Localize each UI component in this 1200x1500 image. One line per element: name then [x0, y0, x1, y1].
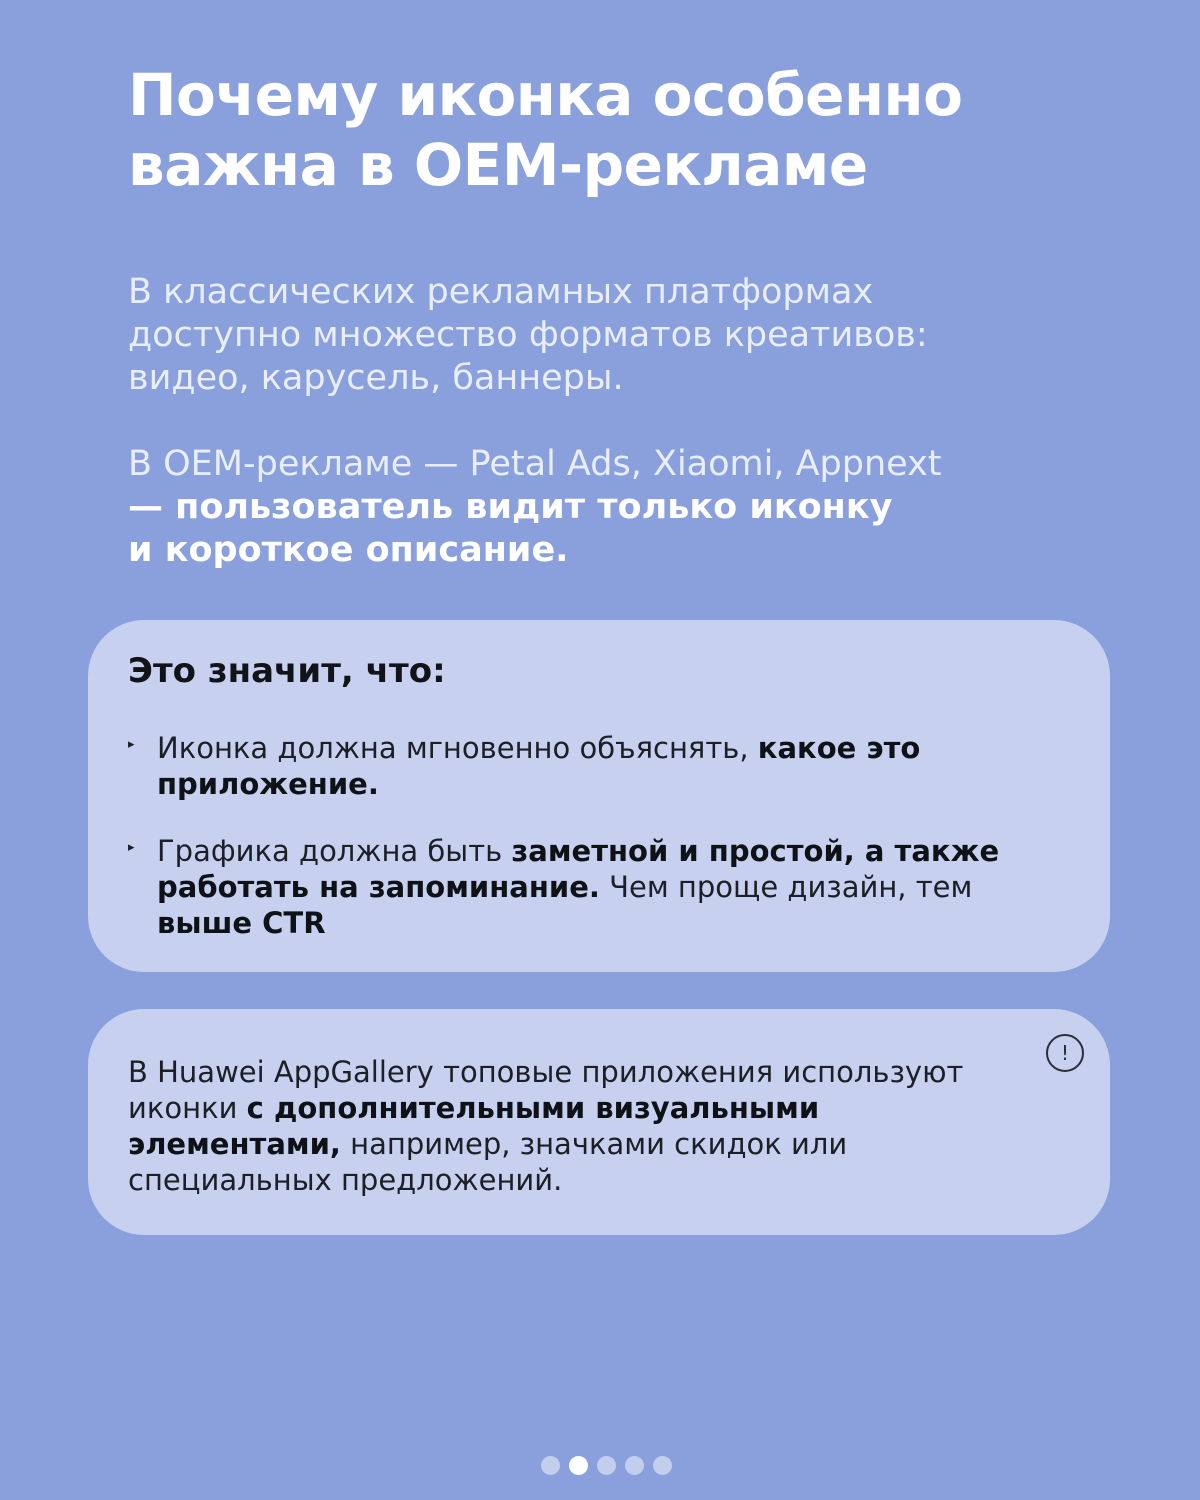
item-2-text-1: Графика должна быть	[157, 834, 512, 868]
pagination-dot[interactable]	[597, 1456, 616, 1475]
pagination-dot[interactable]	[625, 1456, 644, 1475]
bullet-triangle-icon: ▸	[128, 840, 135, 855]
item-1-bold: какое это приложение.	[157, 731, 921, 801]
item-2-bold-2: выше CTR	[157, 906, 326, 940]
meaning-list-item	[128, 730, 1070, 802]
meaning-list	[128, 730, 1070, 941]
bullet-triangle-icon: ▸	[128, 737, 135, 752]
note-bold: с дополнительными визуальными элементами,	[128, 1091, 820, 1161]
pagination-dot-active[interactable]	[569, 1456, 588, 1475]
meaning-list-item	[128, 833, 1070, 941]
intro-2-line-2: — пользователь видит только иконку	[128, 487, 893, 527]
note-text-1: В Huawei AppGallery топовые приложения используют иконки	[128, 1055, 964, 1125]
huawei-note-text	[128, 1054, 1020, 1198]
title-line-1: Почему иконка особенно	[128, 61, 963, 129]
pagination-dot[interactable]	[541, 1456, 560, 1475]
intro-2-line-1: В OEM-рекламе — Petal Ads, Xiaomi, Appnext	[128, 444, 942, 484]
item-1-text: Иконка должна мгновенно объяснять,	[157, 731, 758, 765]
item-2-text-2: Чем проще дизайн, тем	[599, 870, 973, 904]
pagination-dots	[541, 1456, 672, 1475]
intro-paragraph-2	[128, 443, 1088, 572]
pagination-dot[interactable]	[653, 1456, 672, 1475]
title-line-2: важна в OEM-рекламе	[128, 131, 868, 199]
intro-1-line-2: доступно множество форматов креативов:	[128, 315, 928, 355]
intro-1-line-3: видео, карусель, баннеры.	[128, 358, 624, 398]
huawei-note-card	[88, 1009, 1110, 1235]
exclamation-circle-icon: !	[1046, 1034, 1084, 1072]
intro-paragraph-1	[128, 271, 1088, 400]
intro-2-line-3: и короткое описание.	[128, 530, 569, 570]
meaning-card	[88, 620, 1110, 972]
item-2-bold-1: заметной и простой, а также работать на запоминание.	[157, 834, 1000, 904]
page-title	[128, 60, 1128, 200]
note-text-2: например, значками скидок или специальных предложений.	[128, 1127, 848, 1197]
meaning-card-heading: Это значит, что:	[128, 651, 446, 691]
intro-1-line-1: В классических рекламных платформах	[128, 272, 874, 312]
